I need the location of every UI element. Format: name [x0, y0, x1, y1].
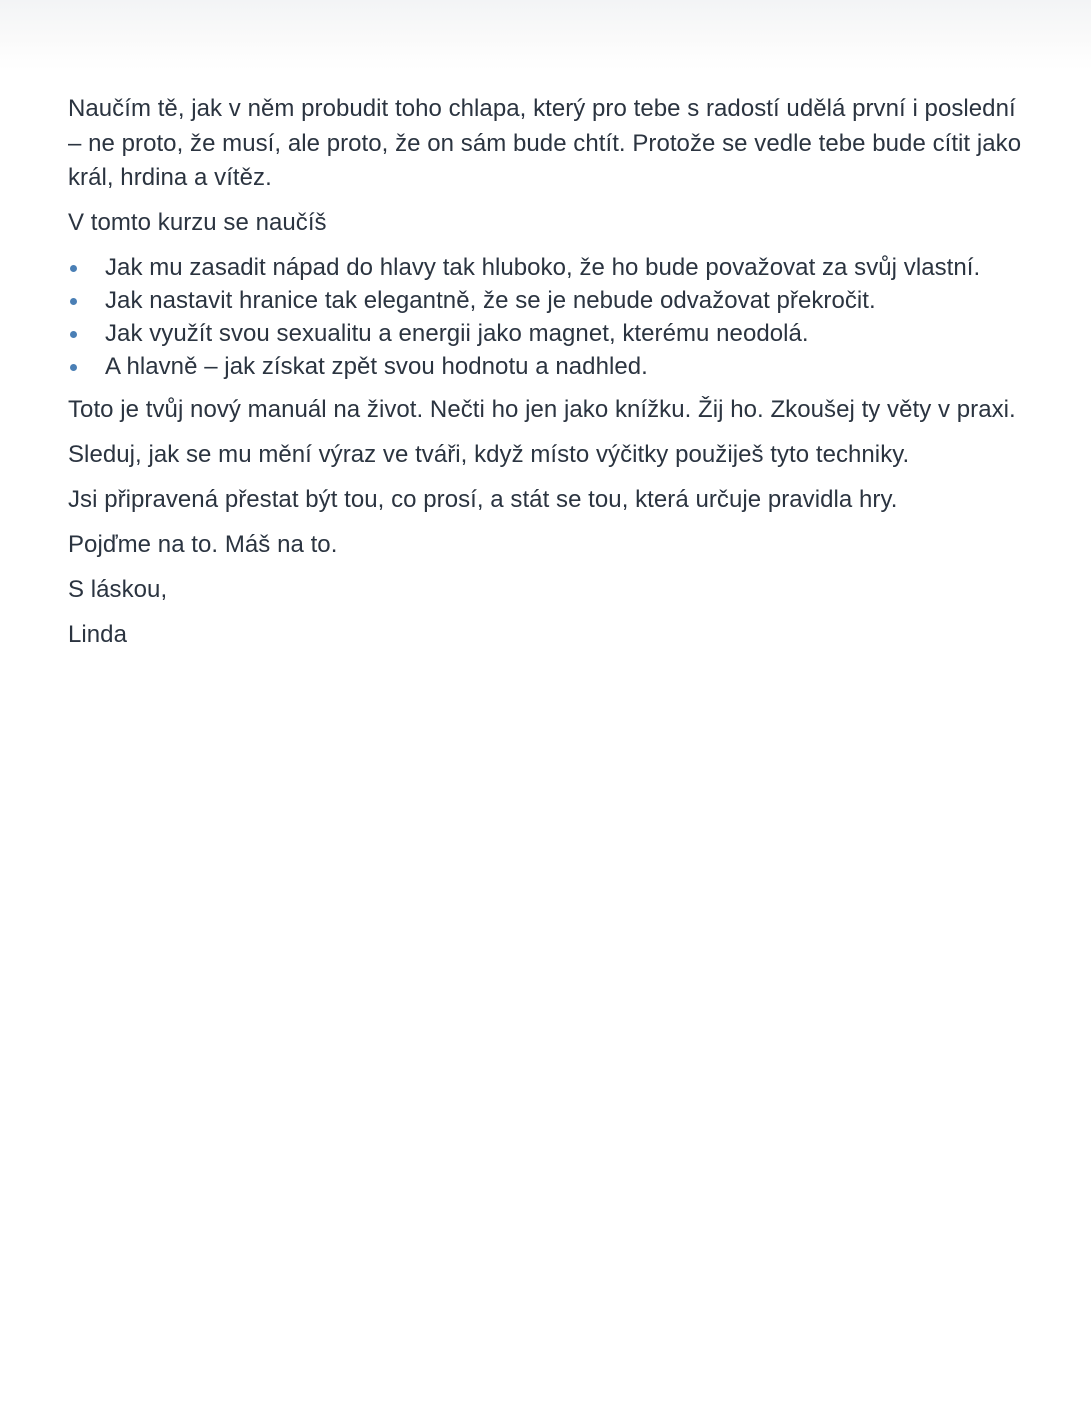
document-body: [68, 92, 1028, 663]
signature: Linda: [68, 620, 127, 648]
list-item: [68, 320, 1028, 348]
bullet-icon: [70, 331, 77, 338]
bullet-list: [68, 254, 1028, 381]
list-item-text: Jak mu zasadit nápad do hlavy tak hluboko, že ho bude považovat za svůj vlastní.: [105, 253, 981, 281]
bullet-icon: [70, 364, 77, 371]
intro-paragraph: Naučím tě, jak v něm probudit toho chlapa, který pro tebe s radostí udělá první i poslední – ne proto, že musí, ale proto, že on sám bude chtít. Protože se vedle tebe bude cítit jako král, hrdina a vítěz.: [68, 95, 1022, 191]
list-item: [68, 254, 1028, 282]
bullet-icon: [70, 265, 77, 272]
observe-paragraph: Sleduj, jak se mu mění výraz ve tváři, když místo výčitky použiješ tyto techniky.: [68, 440, 910, 468]
manual-paragraph: Toto je tvůj nový manuál na život. Nečti ho jen jako knížku. Žij ho. Zkoušej ty věty v praxi.: [68, 395, 1016, 423]
list-item: [68, 353, 1028, 381]
ready-paragraph: Jsi připravená přestat být tou, co prosí, a stát se tou, která určuje pravidla hry.: [68, 485, 898, 513]
bullet-icon: [70, 298, 77, 305]
lets-go-paragraph: Pojďme na to. Máš na to.: [68, 530, 338, 558]
list-item-text: Jak nastavit hranice tak elegantně, že se je nebude odvažovat překročit.: [105, 286, 876, 314]
course-intro: V tomto kurzu se naučíš: [68, 209, 327, 236]
list-item: [68, 287, 1028, 315]
list-item-text: Jak využít svou sexualitu a energii jako magnet, kterému neodolá.: [105, 319, 809, 347]
top-shade: [0, 0, 1091, 70]
closing-line: S láskou,: [68, 575, 168, 603]
list-item-text: A hlavně – jak získat zpět svou hodnotu a nadhled.: [105, 352, 648, 380]
